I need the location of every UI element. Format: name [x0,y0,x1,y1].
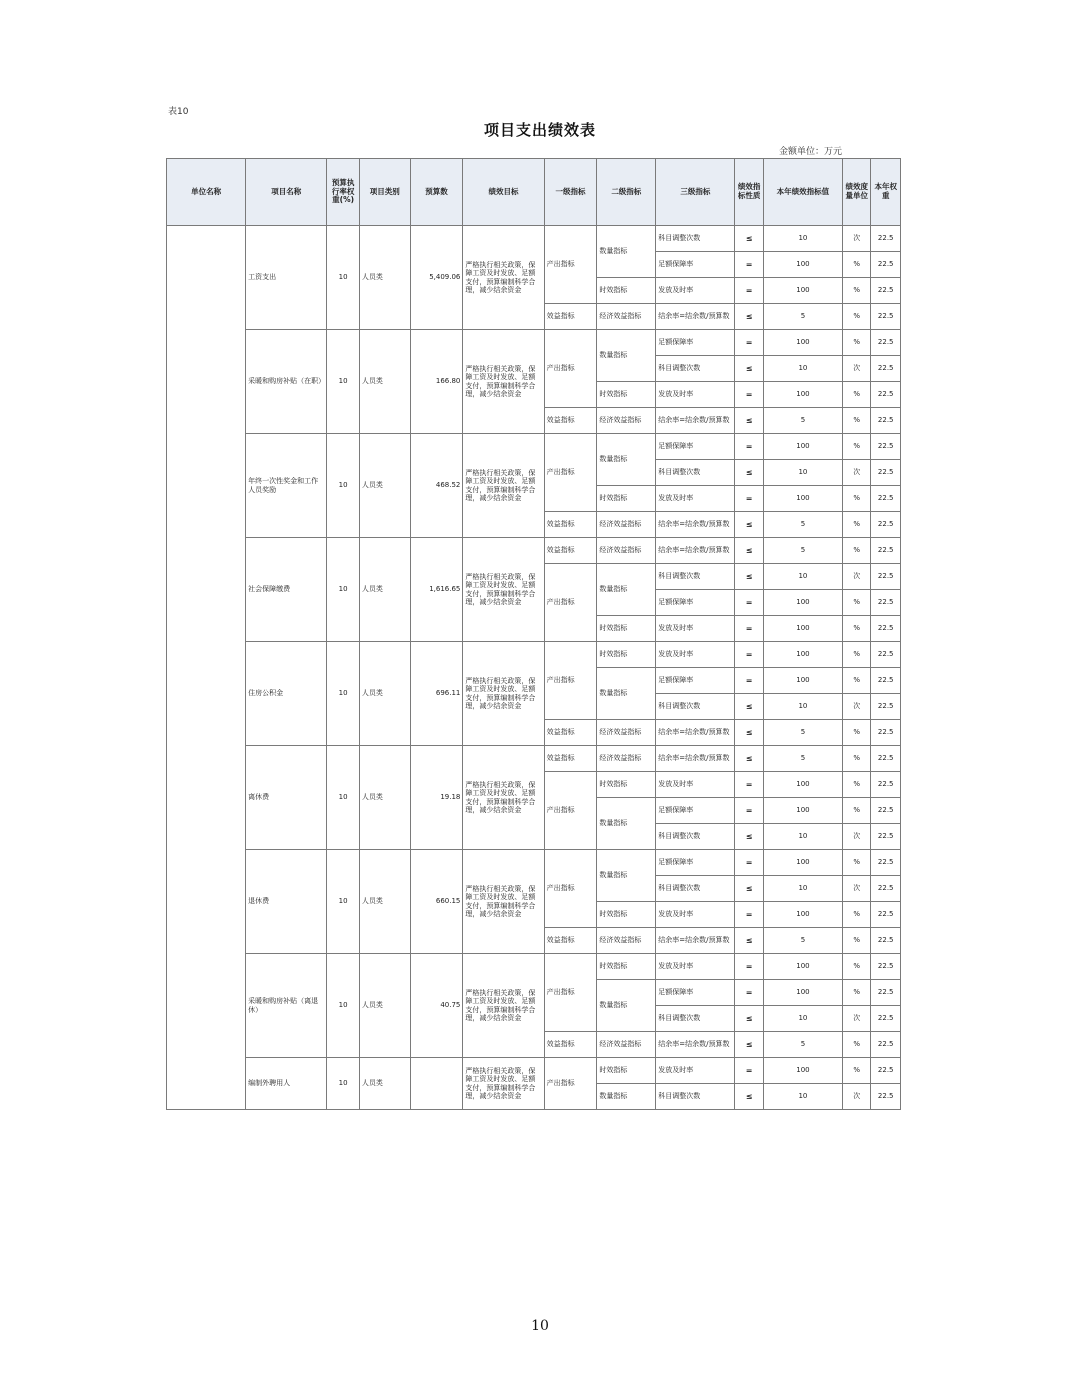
project-category-cell: 人员类 [359,746,410,850]
performance-goal-cell: 严格执行相关政策，保障工资及时发放、足额支付，预算编制科学合理，减少结余资金 [463,746,544,850]
performance-goal-cell: 严格执行相关政策，保障工资及时发放、足额支付，预算编制科学合理，减少结余资金 [463,850,544,954]
indicator-nature-cell: ≤ [735,1006,763,1032]
indicator-nature-cell: = [735,1058,763,1084]
indicator-value-cell: 100 [763,954,842,980]
table-number-label: 表10 [168,107,189,117]
measure-unit-cell: % [843,1058,871,1084]
budget-cell: 660.15 [410,850,463,954]
project-name-cell: 编制外聘用人 [246,1058,327,1110]
project-category-cell: 人员类 [359,330,410,434]
level3-indicator-cell: 足额保障率 [656,252,735,278]
indicator-value-cell: 5 [763,408,842,434]
level3-indicator-cell: 科目调整次数 [656,460,735,486]
table-row [167,538,901,564]
indicator-nature-cell: ≤ [735,538,763,564]
level3-indicator-cell: 结余率=结余数/预算数 [656,1032,735,1058]
annual-weight-cell: 22.5 [871,434,901,460]
indicator-value-cell: 10 [763,564,842,590]
level2-indicator-cell: 经济效益指标 [597,720,656,746]
indicator-value-cell: 100 [763,616,842,642]
budget-cell: 19.18 [410,746,463,850]
table-row [167,746,901,772]
indicator-nature-cell: = [735,382,763,408]
level2-indicator-cell: 数量指标 [597,850,656,902]
measure-unit-cell: % [843,512,871,538]
measure-unit-cell: % [843,1032,871,1058]
annual-weight-cell: 22.5 [871,564,901,590]
indicator-nature-cell: ≤ [735,928,763,954]
indicator-value-cell: 100 [763,590,842,616]
indicator-nature-cell: ≤ [735,512,763,538]
level2-indicator-cell: 时效指标 [597,1058,656,1084]
indicator-value-cell: 100 [763,850,842,876]
level3-indicator-cell: 足额保障率 [656,434,735,460]
indicator-value-cell: 100 [763,668,842,694]
indicator-nature-cell: ≤ [735,356,763,382]
execution-weight-cell: 10 [327,330,359,434]
annual-weight-cell: 22.5 [871,460,901,486]
execution-weight-cell: 10 [327,538,359,642]
measure-unit-cell: 次 [843,460,871,486]
header-cell: 绩效目标 [463,159,544,226]
measure-unit-cell: % [843,252,871,278]
project-category-cell: 人员类 [359,954,410,1058]
execution-weight-cell: 10 [327,850,359,954]
annual-weight-cell: 22.5 [871,616,901,642]
indicator-value-cell: 10 [763,694,842,720]
level2-indicator-cell: 时效指标 [597,382,656,408]
indicator-nature-cell: ≤ [735,746,763,772]
table-body [167,226,901,1110]
performance-goal-cell: 严格执行相关政策，保障工资及时发放、足额支付，预算编制科学合理，减少结余资金 [463,330,544,434]
indicator-nature-cell: = [735,954,763,980]
indicator-nature-cell: ≤ [735,1084,763,1110]
level3-indicator-cell: 科目调整次数 [656,1084,735,1110]
indicator-nature-cell: ≤ [735,694,763,720]
level3-indicator-cell: 科目调整次数 [656,876,735,902]
indicator-value-cell: 100 [763,486,842,512]
table-row [167,954,901,980]
level3-indicator-cell: 足额保障率 [656,668,735,694]
performance-table [166,158,901,1110]
project-name-cell: 采暖和购房补贴（在职） [246,330,327,434]
level3-indicator-cell: 发放及时率 [656,954,735,980]
indicator-value-cell: 100 [763,642,842,668]
indicator-nature-cell: = [735,798,763,824]
budget-cell: 5,409.06 [410,226,463,330]
annual-weight-cell: 22.5 [871,486,901,512]
table-row [167,330,901,356]
measure-unit-cell: 次 [843,1084,871,1110]
annual-weight-cell: 22.5 [871,720,901,746]
annual-weight-cell: 22.5 [871,538,901,564]
measure-unit-cell: % [843,382,871,408]
annual-weight-cell: 22.5 [871,304,901,330]
unit-name-cell [167,226,246,1110]
level3-indicator-cell: 发放及时率 [656,486,735,512]
level2-indicator-cell: 经济效益指标 [597,538,656,564]
level3-indicator-cell: 结余率=结余数/预算数 [656,408,735,434]
indicator-value-cell: 10 [763,356,842,382]
annual-weight-cell: 22.5 [871,798,901,824]
indicator-nature-cell: ≤ [735,304,763,330]
indicator-nature-cell: = [735,642,763,668]
project-name-cell: 采暖和购房补贴（离退休） [246,954,327,1058]
project-category-cell: 人员类 [359,642,410,746]
measure-unit-cell: 次 [843,356,871,382]
performance-goal-cell: 严格执行相关政策，保障工资及时发放、足额支付，预算编制科学合理，减少结余资金 [463,226,544,330]
annual-weight-cell: 22.5 [871,356,901,382]
table-header-row [167,159,901,226]
indicator-value-cell: 100 [763,382,842,408]
performance-goal-cell: 严格执行相关政策，保障工资及时发放、足额支付，预算编制科学合理，减少结余资金 [463,538,544,642]
measure-unit-cell: 次 [843,824,871,850]
performance-goal-cell: 严格执行相关政策，保障工资及时发放、足额支付，预算编制科学合理，减少结余资金 [463,954,544,1058]
indicator-nature-cell: = [735,434,763,460]
project-category-cell: 人员类 [359,538,410,642]
level3-indicator-cell: 发放及时率 [656,902,735,928]
level3-indicator-cell: 发放及时率 [656,616,735,642]
project-category-cell: 人员类 [359,1058,410,1110]
level2-indicator-cell: 经济效益指标 [597,512,656,538]
header-cell: 预算数 [410,159,463,226]
level3-indicator-cell: 结余率=结余数/预算数 [656,746,735,772]
indicator-nature-cell: = [735,252,763,278]
project-name-cell: 离休费 [246,746,327,850]
level2-indicator-cell: 时效指标 [597,954,656,980]
level1-indicator-cell: 产出指标 [544,1058,597,1110]
indicator-value-cell: 5 [763,304,842,330]
indicator-nature-cell: = [735,980,763,1006]
level1-indicator-cell: 效益指标 [544,512,597,538]
annual-weight-cell: 22.5 [871,512,901,538]
indicator-nature-cell: ≤ [735,720,763,746]
measure-unit-cell: % [843,902,871,928]
header-cell: 单位名称 [167,159,246,226]
indicator-nature-cell: = [735,590,763,616]
level3-indicator-cell: 结余率=结余数/预算数 [656,720,735,746]
budget-cell: 1,616.65 [410,538,463,642]
header-cell: 绩效指标性质 [735,159,763,226]
measure-unit-cell: % [843,798,871,824]
indicator-value-cell: 10 [763,1084,842,1110]
annual-weight-cell: 22.5 [871,824,901,850]
level3-indicator-cell: 足额保障率 [656,330,735,356]
level3-indicator-cell: 结余率=结余数/预算数 [656,512,735,538]
level3-indicator-cell: 发放及时率 [656,1058,735,1084]
measure-unit-cell: 次 [843,694,871,720]
measure-unit-cell: % [843,720,871,746]
indicator-value-cell: 100 [763,980,842,1006]
performance-table-container [166,158,901,1138]
indicator-value-cell: 100 [763,798,842,824]
level3-indicator-cell: 足额保障率 [656,590,735,616]
indicator-value-cell: 100 [763,252,842,278]
level2-indicator-cell: 经济效益指标 [597,746,656,772]
measure-unit-cell: % [843,408,871,434]
measure-unit-cell: 次 [843,564,871,590]
measure-unit-cell: % [843,486,871,512]
header-cell: 二级指标 [597,159,656,226]
header-cell: 绩效度量单位 [843,159,871,226]
header-cell: 项目名称 [246,159,327,226]
unit-note: 金额单位：万元 [779,147,843,157]
level1-indicator-cell: 产出指标 [544,564,597,642]
level2-indicator-cell: 经济效益指标 [597,408,656,434]
indicator-nature-cell: = [735,772,763,798]
indicator-value-cell: 10 [763,1006,842,1032]
measure-unit-cell: % [843,330,871,356]
indicator-value-cell: 5 [763,538,842,564]
level2-indicator-cell: 经济效益指标 [597,1032,656,1058]
indicator-value-cell: 10 [763,226,842,252]
indicator-nature-cell: ≤ [735,564,763,590]
indicator-nature-cell: = [735,616,763,642]
annual-weight-cell: 22.5 [871,1084,901,1110]
measure-unit-cell: 次 [843,226,871,252]
header-cell: 三级指标 [656,159,735,226]
indicator-value-cell: 5 [763,746,842,772]
level2-indicator-cell: 时效指标 [597,278,656,304]
performance-goal-cell: 严格执行相关政策，保障工资及时发放、足额支付，预算编制科学合理，减少结余资金 [463,1058,544,1110]
project-name-cell: 工资支出 [246,226,327,330]
annual-weight-cell: 22.5 [871,928,901,954]
measure-unit-cell: 次 [843,876,871,902]
level3-indicator-cell: 结余率=结余数/预算数 [656,304,735,330]
level1-indicator-cell: 产出指标 [544,954,597,1032]
performance-goal-cell: 严格执行相关政策，保障工资及时发放、足额支付，预算编制科学合理，减少结余资金 [463,434,544,538]
performance-goal-cell: 严格执行相关政策，保障工资及时发放、足额支付，预算编制科学合理，减少结余资金 [463,642,544,746]
indicator-nature-cell: ≤ [735,824,763,850]
annual-weight-cell: 22.5 [871,772,901,798]
indicator-nature-cell: ≤ [735,876,763,902]
indicator-value-cell: 100 [763,902,842,928]
annual-weight-cell: 22.5 [871,850,901,876]
annual-weight-cell: 22.5 [871,902,901,928]
project-name-cell: 住房公积金 [246,642,327,746]
indicator-value-cell: 10 [763,824,842,850]
indicator-nature-cell: ≤ [735,460,763,486]
annual-weight-cell: 22.5 [871,382,901,408]
annual-weight-cell: 22.5 [871,980,901,1006]
execution-weight-cell: 10 [327,434,359,538]
level3-indicator-cell: 发放及时率 [656,278,735,304]
level2-indicator-cell: 数量指标 [597,1084,656,1110]
level3-indicator-cell: 发放及时率 [656,772,735,798]
level2-indicator-cell: 时效指标 [597,616,656,642]
level2-indicator-cell: 时效指标 [597,902,656,928]
measure-unit-cell: 次 [843,1006,871,1032]
indicator-nature-cell: = [735,668,763,694]
measure-unit-cell: % [843,538,871,564]
level1-indicator-cell: 产出指标 [544,772,597,850]
execution-weight-cell: 10 [327,746,359,850]
indicator-value-cell: 100 [763,330,842,356]
level2-indicator-cell: 时效指标 [597,772,656,798]
level1-indicator-cell: 效益指标 [544,746,597,772]
page-number: 10 [531,1318,549,1334]
project-category-cell: 人员类 [359,434,410,538]
level2-indicator-cell: 经济效益指标 [597,304,656,330]
execution-weight-cell: 10 [327,226,359,330]
execution-weight-cell: 10 [327,954,359,1058]
level1-indicator-cell: 产出指标 [544,434,597,512]
measure-unit-cell: % [843,590,871,616]
level2-indicator-cell: 数量指标 [597,564,656,616]
table-row [167,226,901,252]
level2-indicator-cell: 数量指标 [597,330,656,382]
measure-unit-cell: % [843,278,871,304]
measure-unit-cell: % [843,746,871,772]
annual-weight-cell: 22.5 [871,278,901,304]
annual-weight-cell: 22.5 [871,668,901,694]
indicator-nature-cell: ≤ [735,226,763,252]
level3-indicator-cell: 科目调整次数 [656,356,735,382]
measure-unit-cell: % [843,772,871,798]
annual-weight-cell: 22.5 [871,876,901,902]
level1-indicator-cell: 效益指标 [544,1032,597,1058]
level3-indicator-cell: 足额保障率 [656,980,735,1006]
level3-indicator-cell: 科目调整次数 [656,824,735,850]
header-cell: 一级指标 [544,159,597,226]
level3-indicator-cell: 结余率=结余数/预算数 [656,928,735,954]
measure-unit-cell: % [843,434,871,460]
annual-weight-cell: 22.5 [871,1006,901,1032]
indicator-nature-cell: = [735,902,763,928]
annual-weight-cell: 22.5 [871,954,901,980]
indicator-value-cell: 10 [763,876,842,902]
annual-weight-cell: 22.5 [871,1058,901,1084]
level1-indicator-cell: 产出指标 [544,226,597,304]
table-row [167,434,901,460]
level3-indicator-cell: 科目调整次数 [656,226,735,252]
level3-indicator-cell: 科目调整次数 [656,1006,735,1032]
budget-cell: 166.80 [410,330,463,434]
indicator-value-cell: 5 [763,1032,842,1058]
page-title: 项目支出绩效表 [483,121,596,139]
level1-indicator-cell: 产出指标 [544,642,597,720]
measure-unit-cell: % [843,954,871,980]
indicator-value-cell: 10 [763,460,842,486]
indicator-value-cell: 100 [763,434,842,460]
indicator-nature-cell: ≤ [735,408,763,434]
level2-indicator-cell: 时效指标 [597,642,656,668]
measure-unit-cell: % [843,304,871,330]
level2-indicator-cell: 数量指标 [597,434,656,486]
level2-indicator-cell: 经济效益指标 [597,928,656,954]
level2-indicator-cell: 时效指标 [597,486,656,512]
annual-weight-cell: 22.5 [871,330,901,356]
measure-unit-cell: % [843,616,871,642]
execution-weight-cell: 10 [327,1058,359,1110]
header-cell: 本年权重 [871,159,901,226]
annual-weight-cell: 22.5 [871,746,901,772]
project-name-cell: 年终一次性奖金和工作人员奖励 [246,434,327,538]
table-row [167,642,901,668]
measure-unit-cell: % [843,980,871,1006]
project-name-cell: 退休费 [246,850,327,954]
annual-weight-cell: 22.5 [871,226,901,252]
project-category-cell: 人员类 [359,226,410,330]
table-row [167,850,901,876]
annual-weight-cell: 22.5 [871,694,901,720]
indicator-nature-cell: = [735,330,763,356]
indicator-nature-cell: = [735,486,763,512]
annual-weight-cell: 22.5 [871,1032,901,1058]
measure-unit-cell: % [843,642,871,668]
budget-cell: 40.75 [410,954,463,1058]
level3-indicator-cell: 科目调整次数 [656,694,735,720]
measure-unit-cell: % [843,668,871,694]
table-row [167,1058,901,1084]
execution-weight-cell: 10 [327,642,359,746]
level1-indicator-cell: 效益指标 [544,928,597,954]
indicator-value-cell: 100 [763,278,842,304]
level3-indicator-cell: 发放及时率 [656,382,735,408]
indicator-nature-cell: = [735,278,763,304]
level3-indicator-cell: 发放及时率 [656,642,735,668]
project-name-cell: 社会保障缴费 [246,538,327,642]
indicator-nature-cell: ≤ [735,1032,763,1058]
measure-unit-cell: % [843,850,871,876]
level2-indicator-cell: 数量指标 [597,980,656,1032]
level2-indicator-cell: 数量指标 [597,668,656,720]
header-cell: 本年绩效指标值 [763,159,842,226]
measure-unit-cell: % [843,928,871,954]
header-cell: 预算执行率权重(%) [327,159,359,226]
project-category-cell: 人员类 [359,850,410,954]
level1-indicator-cell: 效益指标 [544,304,597,330]
annual-weight-cell: 22.5 [871,590,901,616]
indicator-value-cell: 100 [763,1058,842,1084]
level3-indicator-cell: 足额保障率 [656,850,735,876]
indicator-value-cell: 5 [763,512,842,538]
budget-cell: 696.11 [410,642,463,746]
level2-indicator-cell: 数量指标 [597,798,656,850]
level1-indicator-cell: 效益指标 [544,408,597,434]
level1-indicator-cell: 产出指标 [544,850,597,928]
indicator-value-cell: 5 [763,928,842,954]
annual-weight-cell: 22.5 [871,642,901,668]
indicator-value-cell: 100 [763,772,842,798]
header-cell: 项目类别 [359,159,410,226]
level3-indicator-cell: 结余率=结余数/预算数 [656,538,735,564]
annual-weight-cell: 22.5 [871,408,901,434]
level2-indicator-cell: 数量指标 [597,226,656,278]
indicator-nature-cell: = [735,850,763,876]
level1-indicator-cell: 产出指标 [544,330,597,408]
level3-indicator-cell: 足额保障率 [656,798,735,824]
annual-weight-cell: 22.5 [871,252,901,278]
indicator-value-cell: 5 [763,720,842,746]
level1-indicator-cell: 效益指标 [544,720,597,746]
level3-indicator-cell: 科目调整次数 [656,564,735,590]
budget-cell: 468.52 [410,434,463,538]
budget-cell [410,1058,463,1110]
level1-indicator-cell: 效益指标 [544,538,597,564]
